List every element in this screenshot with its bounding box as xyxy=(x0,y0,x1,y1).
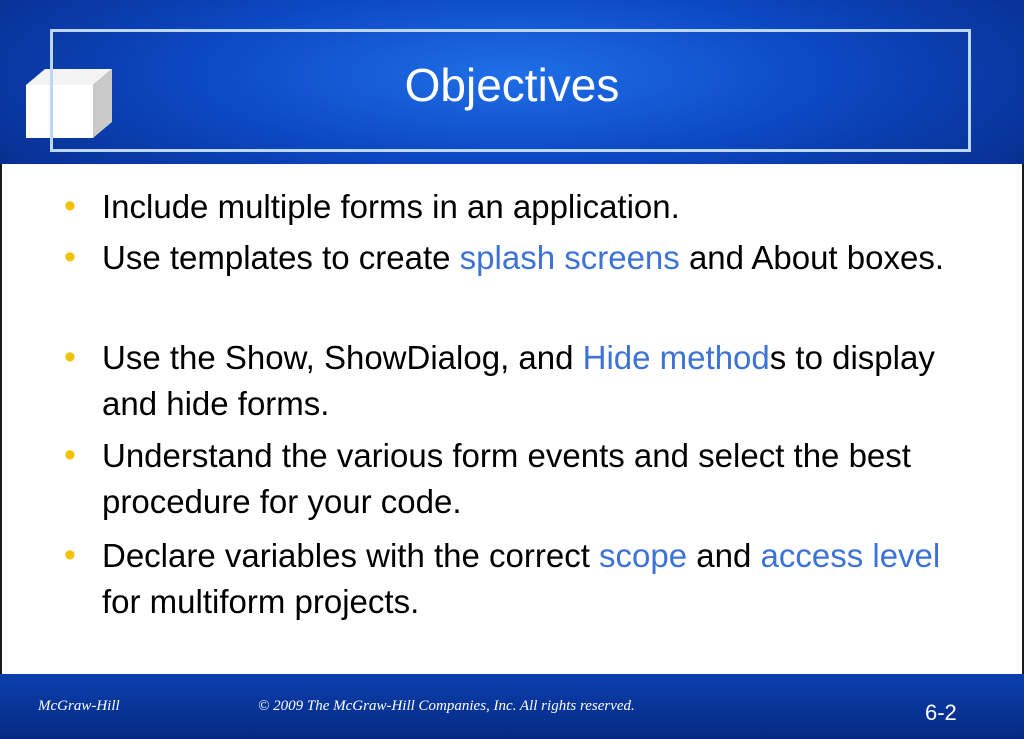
bullet-text: s to display and hide forms. xyxy=(102,339,935,422)
slide-content xyxy=(0,164,1024,674)
bullet-item xyxy=(64,335,972,427)
slide-title: Objectives xyxy=(404,59,620,111)
bullet-text: and xyxy=(687,537,761,574)
bullet-icon: • xyxy=(64,436,76,474)
footer-publisher: McGraw-Hill xyxy=(38,698,120,714)
slide-footer xyxy=(0,674,1024,739)
slide-header xyxy=(0,0,1024,164)
bullet-icon: • xyxy=(64,187,76,225)
bullet-text: Declare variables with the correct xyxy=(102,537,600,574)
bullet-item xyxy=(64,533,972,625)
highlighted-term: access level xyxy=(760,537,941,574)
bullet-text: Understand the various form events and select the best procedure for your code. xyxy=(102,437,911,520)
bullet-item xyxy=(64,235,972,281)
bullet-text: and About boxes. xyxy=(679,239,944,276)
slide-number: 6-2 xyxy=(925,700,957,725)
bullet-text: Use templates to create xyxy=(102,239,460,276)
highlighted-term: Hide method xyxy=(582,339,770,376)
bullet-icon: • xyxy=(64,238,76,276)
highlighted-term: splash screens xyxy=(459,239,680,276)
bullet-text: for multiform projects. xyxy=(102,583,420,620)
bullet-item xyxy=(64,433,972,525)
bullet-text: Include multiple forms in an application. xyxy=(102,188,680,225)
highlighted-term: scope xyxy=(599,537,688,574)
bullet-icon: • xyxy=(64,338,76,376)
bullet-icon: • xyxy=(64,536,76,574)
bullet-text: Use the Show, ShowDialog, and xyxy=(102,339,583,376)
bullet-item xyxy=(64,184,972,230)
footer-copyright: © 2009 The McGraw-Hill Companies, Inc. All rights reserved. xyxy=(258,698,635,714)
